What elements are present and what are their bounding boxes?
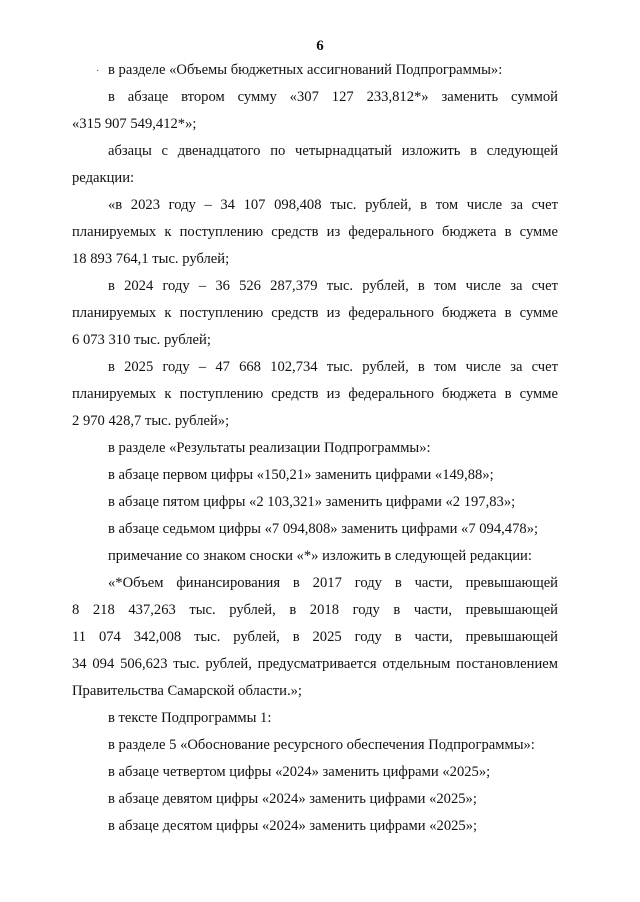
- text-line: в абзаце девятом цифры «2024» заменить цифрами «2025»;: [108, 791, 477, 807]
- text-line: в разделе «Объемы бюджетных ассигнований Подпрограммы»:: [108, 62, 503, 78]
- text-line: в абзаце четвертом цифры «2024» заменить цифрами «2025»;: [108, 764, 491, 780]
- scan-speck: ·: [96, 66, 100, 77]
- text-line: в абзаце пятом цифры «2 103,321» заменить цифрами «2 197,83»;: [108, 494, 516, 510]
- text-line: 34 094 506,623 тыс. рублей, предусматривается отдельным постановлением: [72, 656, 558, 672]
- text-line: в 2024 году – 36 526 287,379 тыс. рублей, в том числе за счет: [108, 278, 558, 294]
- text-line: в абзаце десятом цифры «2024» заменить цифрами «2025»;: [108, 818, 478, 834]
- text-line: в тексте Подпрограммы 1:: [108, 710, 272, 726]
- text-line: редакции:: [72, 170, 135, 186]
- text-line: абзацы с двенадцатого по четырнадцатый изложить в следующей: [108, 143, 558, 159]
- text-line: в абзаце втором сумму «307 127 233,812*» заменить суммой: [108, 89, 558, 105]
- text-line: «*Объем финансирования в 2017 году в части, превышающей: [108, 575, 558, 591]
- text-line: 2 970 428,7 тыс. рублей»;: [72, 413, 230, 429]
- text-line: 18 893 764,1 тыс. рублей;: [72, 251, 230, 267]
- text-line: 8 218 437,263 тыс. рублей, в 2018 году в части, превышающей: [72, 602, 558, 618]
- text-line: примечание со знаком сноски «*» изложить в следующей редакции:: [108, 548, 532, 564]
- text-line: планируемых к поступлению средств из федерального бюджета в сумме: [72, 386, 558, 402]
- text-line: «в 2023 году – 34 107 098,408 тыс. рублей, в том числе за счет: [108, 197, 558, 213]
- text-line: в абзаце первом цифры «150,21» заменить цифрами «149,88»;: [108, 467, 494, 483]
- text-line: 11 074 342,008 тыс. рублей, в 2025 году в части, превышающей: [72, 629, 558, 645]
- text-line: «315 907 549,412*»;: [72, 116, 197, 132]
- text-line: в 2025 году – 47 668 102,734 тыс. рублей, в том числе за счет: [108, 359, 558, 375]
- page-number: 6: [316, 38, 324, 54]
- text-line: в абзаце седьмом цифры «7 094,808» заменить цифрами «7 094,478»;: [108, 521, 539, 537]
- text-line: планируемых к поступлению средств из федерального бюджета в сумме: [72, 224, 558, 240]
- text-line: в разделе «Результаты реализации Подпрограммы»:: [108, 440, 431, 456]
- text-line: в разделе 5 «Обоснование ресурсного обеспечения Подпрограммы»:: [108, 737, 535, 753]
- text-line: 6 073 310 тыс. рублей;: [72, 332, 211, 348]
- text-line: Правительства Самарской области.»;: [72, 683, 302, 699]
- text-line: планируемых к поступлению средств из федерального бюджета в сумме: [72, 305, 558, 321]
